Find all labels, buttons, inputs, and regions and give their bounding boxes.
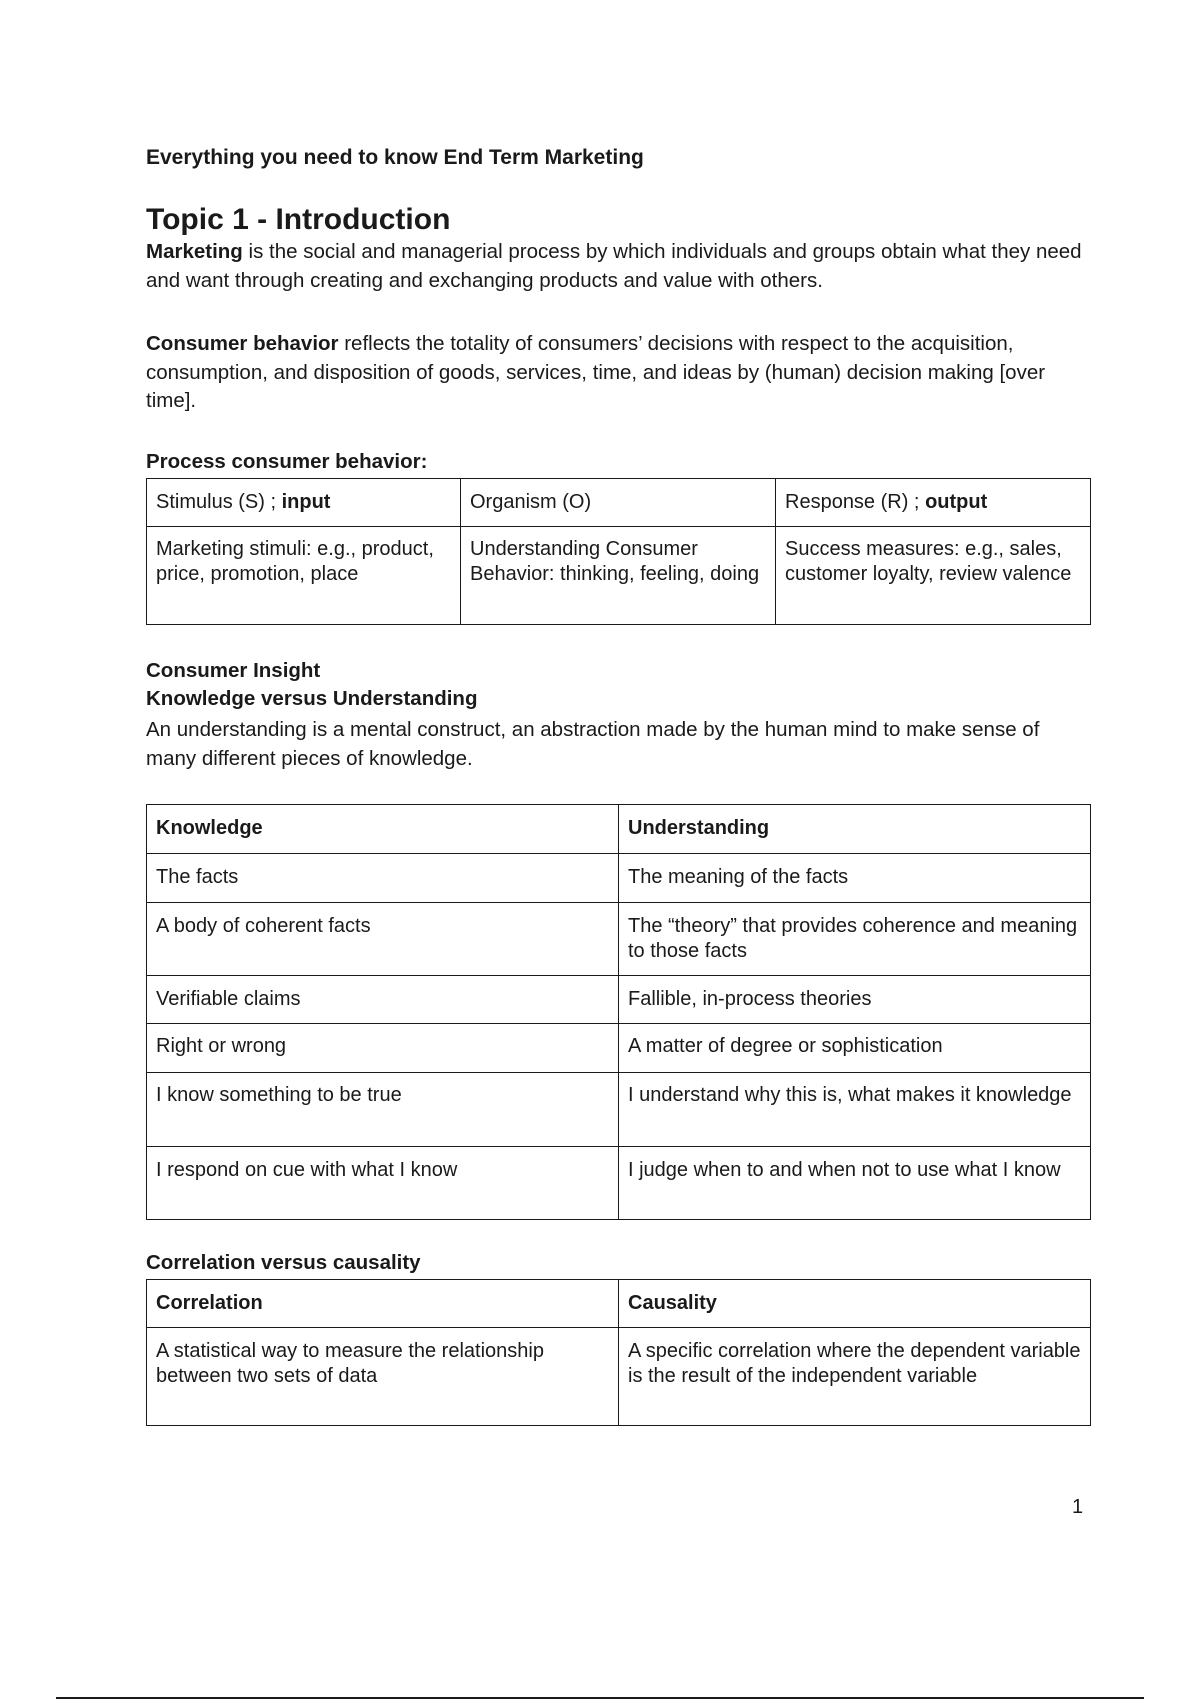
understanding-header: Understanding [619, 805, 1091, 854]
table-cell: Right or wrong [147, 1024, 619, 1073]
table-cell: I respond on cue with what I know [147, 1147, 619, 1220]
table-cell: A specific correlation where the dependent variable is the result of the independent variable [619, 1328, 1091, 1426]
table-row [147, 854, 1091, 903]
marketing-definition: is the social and managerial process by which individuals and groups obtain what they need and want through creating and exchanging products and value with others. [146, 240, 1082, 292]
marketing-definition-paragraph [146, 238, 1090, 295]
table-cell: The “theory” that provides coherence and meaning to those facts [619, 903, 1091, 976]
knowledge-table [146, 804, 1091, 1220]
document-title: Everything you need to know End Term Marketing [146, 146, 644, 169]
table-row [147, 976, 1091, 1024]
table-row [147, 903, 1091, 976]
correlation-header: Correlation [147, 1280, 619, 1328]
page-number: 1 [1072, 1496, 1084, 1518]
table-header-row [147, 805, 1091, 854]
table-cell: The facts [147, 854, 619, 903]
knowledge-understanding-heading: Knowledge versus Understanding [146, 687, 478, 710]
table-row [147, 1147, 1091, 1220]
table-cell: The meaning of the facts [619, 854, 1091, 903]
marketing-term: Marketing [146, 240, 243, 263]
sor-body-row [147, 527, 1091, 625]
process-heading: Process consumer behavior: [146, 450, 428, 473]
causality-header: Causality [619, 1280, 1091, 1328]
table-cell: I know something to be true [147, 1073, 619, 1147]
sor-table [146, 478, 1091, 625]
table-cell: A body of coherent facts [147, 903, 619, 976]
sor-header-response: Response (R) ; output [776, 479, 1091, 527]
sor-cell-organism: Understanding Consumer Behavior: thinking, feeling, doing [461, 527, 776, 625]
table-row [147, 1024, 1091, 1073]
consumer-behavior-term: Consumer behavior [146, 332, 339, 355]
table-row [147, 1073, 1091, 1147]
sor-header-row [147, 479, 1091, 527]
table-cell: I judge when to and when not to use what I know [619, 1147, 1091, 1220]
table-cell: Verifiable claims [147, 976, 619, 1024]
table-row [147, 1328, 1091, 1426]
sor-header-organism: Organism (O) [461, 479, 776, 527]
consumer-behavior-definition: reflects the totality of consumers’ decisions with respect to the acquisition, consumption, and disposition of goods, services, time, and ideas by (human) decision making [over time]. [146, 332, 1046, 412]
knowledge-header: Knowledge [147, 805, 619, 854]
topic-heading: Topic 1 - Introduction [146, 203, 451, 236]
correlation-table [146, 1279, 1091, 1426]
sor-header-stimulus: Stimulus (S) ; input [147, 479, 461, 527]
consumer-insight-heading: Consumer Insight [146, 659, 321, 682]
table-cell: Fallible, in-process theories [619, 976, 1091, 1024]
sor-cell-response: Success measures: e.g., sales, customer loyalty, review valence [776, 527, 1091, 625]
table-cell: A matter of degree or sophistication [619, 1024, 1091, 1073]
correlation-heading: Correlation versus causality [146, 1251, 421, 1274]
sor-cell-stimuli: Marketing stimuli: e.g., product, price, promotion, place [147, 527, 461, 625]
table-header-row [147, 1280, 1091, 1328]
table-cell: I understand why this is, what makes it knowledge [619, 1073, 1091, 1147]
footer-divider [56, 1697, 1144, 1699]
consumer-behavior-paragraph [146, 330, 1090, 416]
table-cell: A statistical way to measure the relationship between two sets of data [147, 1328, 619, 1426]
understanding-paragraph: An understanding is a mental construct, an abstraction made by the human mind to make sense of many different pieces of knowledge. [146, 718, 1040, 770]
